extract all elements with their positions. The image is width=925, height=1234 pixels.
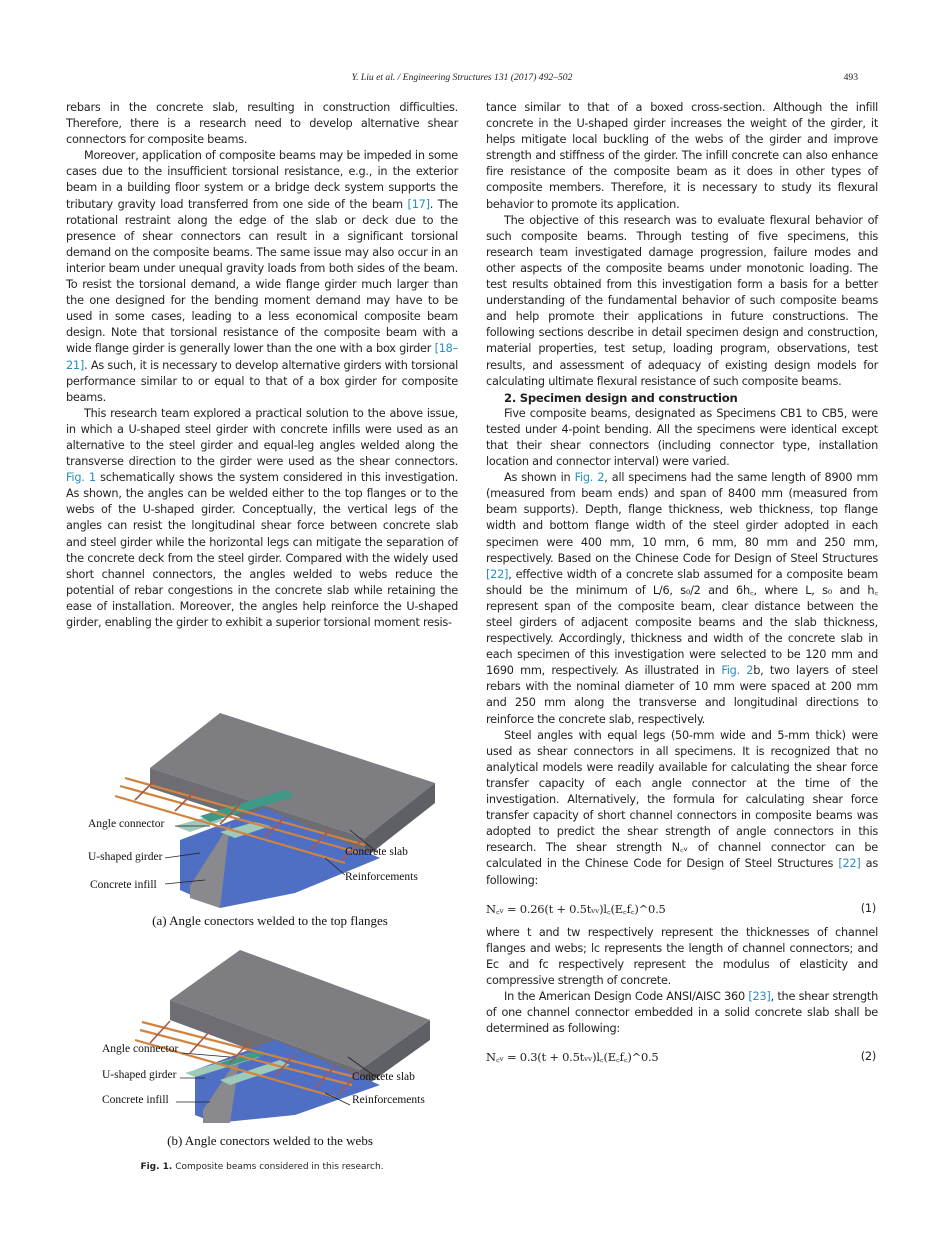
equation-formula: N꜀ᵥ = 0.3(t + 0.5tᵥᵥ)l꜀(E꜀f꜀)^0.5 bbox=[486, 1050, 659, 1065]
figure-link[interactable]: Fig. 2 bbox=[721, 664, 754, 678]
right-column bbox=[486, 100, 878, 1073]
label-concrete-infill: Concrete infill bbox=[90, 879, 157, 891]
paragraph: Moreover, application of composite beams may be impeded in some cases due to the insufficient torsional resistance, e.g., in the exterior beam in a building floor system or a bridge deck system supports the tributary gravity load transferred from one side of the beam [17]. The rotational restraint along the edge of the slab or deck due to the presence of shear connectors can result in a significant torsional demand on the composite beams. The same issue may also occur in an interior beam under unequal gravity loads from both sides of the beam. To resist the torsional demand, a wide flange girder much larger than the one designed for the bending moment demand may have to be used in some cases, leading to a less economical composite beam design. Note that torsional resistance of the composite beam with a wide flange girder is generally lower than the one with a box girder [18–21]. As such, it is necessary to develop alternative girders with torsional performance similar to or equal to that of a box girder for composite beams. bbox=[66, 149, 458, 404]
citation-link[interactable]: [22] bbox=[838, 857, 861, 871]
citation-link[interactable]: [22] bbox=[486, 567, 509, 581]
figure-caption-text: Composite beams considered in this research. bbox=[172, 1162, 384, 1172]
subcaption-a: (a) Angle conectors welded to the top flanges bbox=[152, 913, 388, 928]
figure-1a bbox=[80, 708, 460, 933]
equation-1 bbox=[486, 901, 878, 917]
figure-caption-label: Fig. 1. bbox=[140, 1162, 173, 1172]
paragraph: rebars in the concrete slab, resulting in construction difficulties. Therefore, there is a research need to develop alternative shear connectors for composite beams. bbox=[66, 101, 458, 147]
citation-link[interactable]: [18–21] bbox=[66, 342, 458, 372]
label-angle-connector: Angle connector bbox=[102, 1043, 179, 1055]
figure-caption bbox=[66, 1162, 458, 1172]
figure-link[interactable]: Fig. 1 bbox=[66, 471, 96, 485]
label-concrete-slab: Concrete slab bbox=[345, 846, 408, 858]
label-concrete-slab: Concrete slab bbox=[352, 1071, 415, 1083]
running-title: Y. Liu et al. / Engineering Structures 131 (2017) 492–502 bbox=[351, 72, 573, 83]
left-column bbox=[66, 100, 458, 631]
paragraph: In the American Design Code ANSI/AISC 360 [23], the shear strength of one channel connector embedded in a solid concrete slab shall be determined as following: bbox=[486, 990, 878, 1036]
citation-link[interactable]: [23] bbox=[748, 990, 771, 1004]
equation-number: (2) bbox=[860, 1050, 876, 1064]
running-header bbox=[66, 72, 858, 86]
paragraph: The objective of this research was to evaluate flexural behavior of such composite beams. Through testing of five specimens, this research team investigated damage progression, failure modes and other aspects of the composite beams under monotonic loading. The test results obtained from this investigation form a basis for a better understanding of the fundamental behavior of such composite beams and help promote their applications in future constructions. The following sections describe in detail specimen design and construction, material properties, test setup, loading program, observations, test results, and assessment of adequacy of existing design models for calculating ultimate flexural resistance of such composite beams. bbox=[486, 213, 878, 388]
figure-1b bbox=[80, 945, 460, 1153]
citation-link[interactable]: [17] bbox=[407, 197, 430, 211]
label-u-shaped-girder: U-shaped girder bbox=[88, 851, 163, 863]
equation-2 bbox=[486, 1049, 878, 1065]
equation-formula: N꜀ᵥ = 0.26(t + 0.5tᵥᵥ)l꜀(E꜀f꜀)^0.5 bbox=[486, 901, 666, 916]
equation-number: (1) bbox=[860, 901, 876, 915]
paragraph: tance similar to that of a boxed cross-section. Although the infill concrete in the U-shaped girder increases the weight of the girder, it helps mitigate local buckling of the webs of the girder and improve strength and stiffness of the girder. The infill concrete can also enhance fire resistance of the composite beam as it does in other types of composite members. Therefore, it is necessary to study its flexural behavior to promote its application. bbox=[486, 101, 878, 211]
paragraph: Five composite beams, designated as Specimens CB1 to CB5, were tested under 4-point bending. All the specimens were identical except that their shear connectors (including connector type, installation location and connector interval) were varied. bbox=[486, 406, 878, 469]
paragraph: This research team explored a practical solution to the above issue, in which a U-shaped steel girder with concrete infills were used as an alternative to the steel girder and equal-leg angles welded along the transverse direction to the girder were used as the shear connectors. Fig. 1 schematically shows the system considered in this investigation. As shown, the angles can be welded either to the top flanges or to the webs of the U-shaped girder. Conceptually, the vertical legs of the angles can resist the longitudinal shear force between concrete slab and steel girder while the horizontal legs can mitigate the separation of the concrete deck from the steel girder. Compared with the widely used short channel connectors, the angles welded to webs reduce the potential of rebar congestions in the concrete slab while retaining the ease of installation. Moreover, the angles help reinforce the U-shaped girder, enabling the girder to exhibit a superior torsional moment resis- bbox=[66, 406, 458, 629]
label-angle-connector: Angle connector bbox=[88, 818, 165, 830]
subcaption-b: (b) Angle conectors welded to the webs bbox=[167, 1133, 373, 1148]
label-u-shaped-girder: U-shaped girder bbox=[102, 1069, 177, 1081]
paragraph: As shown in Fig. 2, all specimens had the same length of 8900 mm (measured from beam ends) and span of 8400 mm (measured from beam supports). Depth, flange thickness, web thickness, top flange width and bottom flange width of the steel girder adopted in each specimen were 400 mm, 10 mm, 6 mm, 80 mm and 250 mm, respectively. Based on the Chinese Code for Design of Steel Structures [22], effective width of a concrete slab assumed for a composite beam should be the minimum of L/6, s₀/2 and 6h꜀, where L, s₀ and h꜀ represent span of the composite beam, clear distance between the steel girders of adjacent composite beams and the slab thickness, respectively. Accordingly, thickness and width of the concrete slab in each specimen of this investigation were selected to be 120 mm and 1690 mm, respectively. As illustrated in Fig. 2b, two layers of steel rebars with the nominal diameter of 10 mm were spaced at 200 mm and 250 mm along the transverse and longitudinal directions to reinforce the concrete slab, respectively. bbox=[486, 471, 878, 726]
label-concrete-infill: Concrete infill bbox=[102, 1094, 169, 1106]
label-reinforcements: Reinforcements bbox=[352, 1094, 425, 1106]
figure-link[interactable]: Fig. 2 bbox=[574, 471, 605, 485]
paragraph: where t and tw respectively represent the thicknesses of channel flanges and webs; lc represents the length of channel connectors; and Ec and fc respectively represent the modulus of elasticity and compressive strength of concrete. bbox=[486, 925, 878, 987]
section-heading: 2. Specimen design and construction bbox=[504, 390, 738, 405]
label-reinforcements: Reinforcements bbox=[345, 871, 418, 883]
paragraph: Steel angles with equal legs (50-mm wide and 5-mm thick) were used as shear connectors in all specimens. It is recognized that no analytical models were readily available for calculating the shear force transfer capacity of each angle connector at the time of the investigation. Alternatively, the formula for calculating shear force transfer capacity of short channel connectors in composite beams was adopted to predict the shear strength of angle connectors in this research. The shear strength N꜀ᵥ of channel connector can be calculated in the Chinese Code for Design of Steel Structures [22] as following: bbox=[486, 728, 878, 887]
page-number: 493 bbox=[843, 72, 858, 83]
